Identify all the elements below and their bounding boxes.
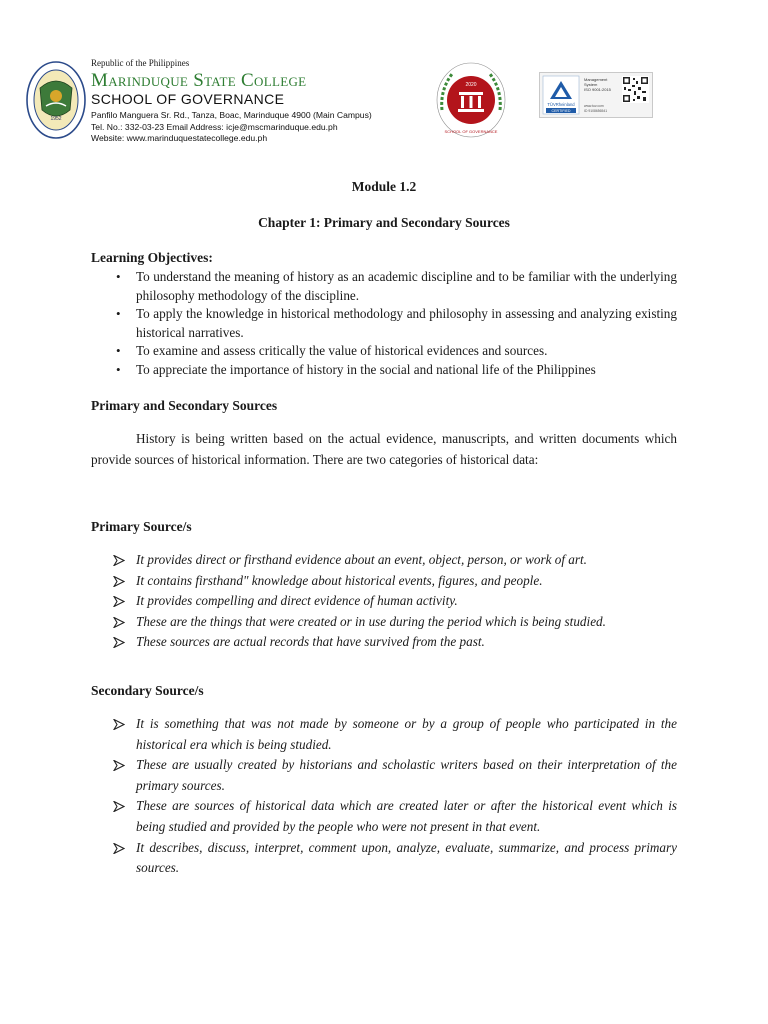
arrow-bullet-icon <box>113 637 125 648</box>
arrow-bullet-icon <box>113 801 125 812</box>
arrow-bullet-icon <box>113 843 125 854</box>
section-heading: Primary and Secondary Sources <box>91 398 278 413</box>
arrow-bullet-icon <box>113 719 125 730</box>
cert-url: www.tuv.com <box>584 104 604 108</box>
tuv-cert-graphic <box>540 73 652 117</box>
objectives-list <box>91 268 677 379</box>
letterhead <box>0 0 768 160</box>
college-name <box>91 70 306 92</box>
logo2-text: SCHOOL OF GOVERNANCE <box>444 129 498 134</box>
arrow-bullet-icon <box>113 555 125 566</box>
cert-line-3: ISO 9001:2015 <box>584 87 611 92</box>
seal-year: 1952 <box>50 116 62 122</box>
cert-line-2: System <box>584 82 598 87</box>
secondary-heading: Secondary Source/s <box>91 683 204 698</box>
objectives-heading: Learning Objectives: <box>91 250 213 265</box>
primary-list <box>91 550 677 653</box>
list-item: • To apply the knowledge in historical methodology and philosophy in assessing and analyzing existing historical narratives. <box>116 306 677 340</box>
qr-code-icon <box>622 76 649 103</box>
cert-badge-text: CERTIFIED <box>551 109 571 113</box>
cert-line-1: Management <box>584 77 608 82</box>
website-line: Website: www.marinduquestatecollege.edu.ph <box>91 133 268 143</box>
chapter-title: Chapter 1: Primary and Secondary Sources <box>258 215 510 230</box>
list-item: It is something that was not made by someone or by a group of people who participated in the historical era which is being studied. <box>91 714 677 755</box>
logo2-year: 2020 <box>465 82 477 88</box>
list-item: These are usually created by historians and scholastic writers based on their interpretation of the primary sources. <box>91 755 677 796</box>
intro-paragraph: History is being written based on the actual evidence, manuscripts, and written documents which provide sources of historical information. There are two categories of historical data: <box>91 431 677 467</box>
list-item: • To understand the meaning of history as an academic discipline and to be familiar with the underlying philosophy methodology of the discipline. <box>116 269 677 303</box>
list-item: It provides compelling and direct evidence of human activity. <box>91 591 677 612</box>
school-of-governance-logo <box>434 60 508 140</box>
module-title: Module 1.2 <box>351 179 417 194</box>
list-item: It describes, discuss, interpret, comment upon, analyze, evaluate, summarize, and process primary sources. <box>91 838 677 879</box>
list-item: • To appreciate the importance of history in the social and national life of the Philippines <box>116 361 596 377</box>
iso-certification-badge <box>539 72 653 118</box>
list-item: It contains firsthand" knowledge about historical events, figures, and people. <box>91 571 677 592</box>
arrow-bullet-icon <box>113 617 125 628</box>
list-item: These sources are actual records that have survived from the past. <box>91 632 677 653</box>
college-seal-logo <box>26 60 86 140</box>
arrow-bullet-icon <box>113 596 125 607</box>
arrow-bullet-icon <box>113 576 125 587</box>
primary-heading: Primary Source/s <box>91 519 192 534</box>
list-item: It provides direct or firsthand evidence about an event, object, person, or work of art. <box>91 550 677 571</box>
secondary-list <box>91 714 677 879</box>
address-line: Panfilo Manguera Sr. Rd., Tanza, Boac, Marinduque 4900 (Main Campus) <box>91 110 372 120</box>
college-name-text: Marinduque State College <box>91 70 307 91</box>
cert-brand: TÜVRheinland <box>547 102 575 107</box>
arrow-bullet-icon <box>113 760 125 771</box>
school-name: SCHOOL OF GOVERNANCE <box>91 91 285 107</box>
list-item: • To examine and assess critically the value of historical evidences and sources. <box>116 343 548 358</box>
list-item: These are sources of historical data which are created later or after the historical event which is being studied and provided by the people who were not present in that event. <box>91 796 677 837</box>
contact-line: Tel. No.: 332-03-23 Email Address: icje@mscmarinduque.edu.ph <box>91 122 338 132</box>
republic-line: Republic of the Philippines <box>91 58 190 68</box>
cert-id: ID 9108656541 <box>584 109 608 113</box>
list-item: These are the things that were created or in use during the period which is being studied. <box>91 612 677 633</box>
